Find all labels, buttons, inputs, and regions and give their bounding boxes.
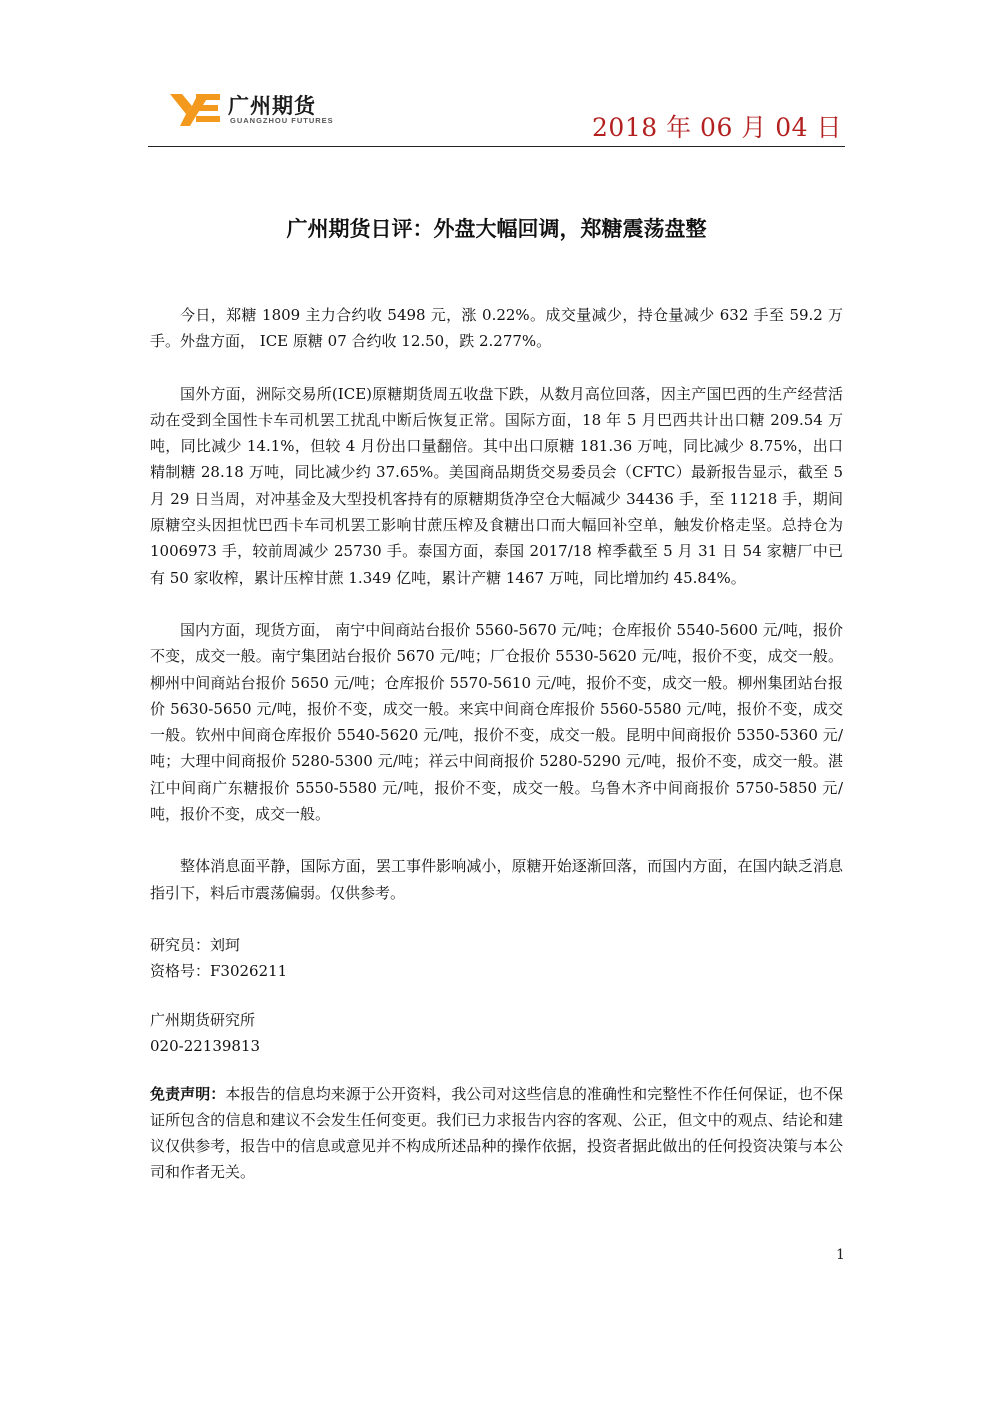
logo-english-name: GUANGZHOU FUTURES — [230, 116, 334, 125]
paragraph-international: 国外方面，洲际交易所(ICE)原糖期货周五收盘下跌，从数月高位回落，因主产国巴西的生产经营活动在受到全国性卡车司机罢工扰乱中断后恢复正常。国际方面，18 年 5 月巴西共计出口糖 209.54 万吨，同比减少 14.1%，但较 4 月份出口量翻倍。其中出口原糖 181.36 万吨，同比减少 8.75%，出口精制糖 28.18 万吨，同比减少约 37.65%。美国商品期货交易委员会（CFTC）最新报告显示，截至 5 月 29 日当周，对冲基金及大型投机客持有的原糖期货净空仓大幅减少 34436 手，至 11218 手，期间原糖空头因担忧巴西卡车司机罢工影响甘蔗压榨及食糖出口而大幅回补空单，触发价格走坚。总持仓为 1006973 手，较前周减少 25730 手。泰国方面，泰国 2017/18 榨季截至 5 月 31 日 54 家糖厂中已有 50 家收榨，累计压榨甘蔗 1.349 亿吨，累计产糖 1467 万吨，同比增加约 45.84%。 — [150, 384, 843, 587]
disclaimer — [150, 1081, 843, 1185]
report-date: 2018 年 06 月 04 日 — [592, 113, 842, 142]
logo-chinese-name: 广州期货 — [228, 94, 316, 118]
paragraph-domestic-spot: 国内方面，现货方面， 南宁中间商站台报价 5560-5670 元/吨；仓库报价 5540-5600 元/吨，报价不变，成交一般。南宁集团站台报价 5670 元/吨；厂仓报价 5530-5620 元/吨，报价不变，成交一般。柳州中间商站台报价 5650 元/吨；仓库报价 5570-5610 元/吨，报价不变，成交一般。柳州集团站台报价 5630-5650 元/吨，报价不变，成交一般。来宾中间商仓库报价 5560-5580 元/吨，报价不变，成交一般。钦州中间商仓库报价 5540-5620 元/吨，报价不变，成交一般。昆明中间商报价 5350-5360 元/吨；大理中间商报价 5280-5300 元/吨；祥云中间商报价 5280-5290 元/吨，报价不变，成交一般。湛江中间商广东糖报价 5550-5580 元/吨，报价不变，成交一般。乌鲁木齐中间商报价 5750-5850 元/吨，报价不变，成交一般。 — [150, 620, 843, 824]
analyst-license: 资格号：F3026211 — [150, 962, 288, 981]
disclaimer-text: 本报告的信息均来源于公开资料，我公司对这些信息的准确性和完整性不作任何保证，也不保证所包含的信息和建议不会发生任何变更。我们已力求报告内容的客观、公正，但文中的观点、结论和建议仅供参考，报告中的信息或意见并不构成所述品种的操作依据，投资者据此做出的任何投资决策与本公司和作者无关。 — [150, 1085, 843, 1182]
analyst-name: 研究员：刘珂 — [150, 935, 241, 954]
paragraph-outlook: 整体消息面平静，国际方面，罢工事件影响减小，原糖开始逐渐回落，而国内方面，在国内缺乏消息指引下，料后市震荡偏弱。仅供参考。 — [150, 857, 843, 902]
paragraph-market-summary: 今日，郑糖 1809 主力合约收 5498 元，涨 0.22%。成交量减少，持仓量减少 632 手至 59.2 万手。外盘方面， ICE 原糖 07 合约收 12.50，跌 2.277%。 — [150, 306, 843, 351]
institute-phone: 020-22139813 — [150, 1036, 261, 1055]
page-number: 1 — [836, 1247, 845, 1263]
report-title: 广州期货日评：外盘大幅回调，郑糖震荡盘整 — [286, 216, 707, 241]
header-divider — [148, 146, 845, 147]
company-logo — [168, 90, 368, 130]
report-body — [150, 302, 843, 1185]
disclaimer-label: 免责声明： — [150, 1085, 226, 1104]
guangzhou-futures-logo-icon — [168, 90, 222, 126]
institute-name: 广州期货研究所 — [150, 1010, 256, 1029]
